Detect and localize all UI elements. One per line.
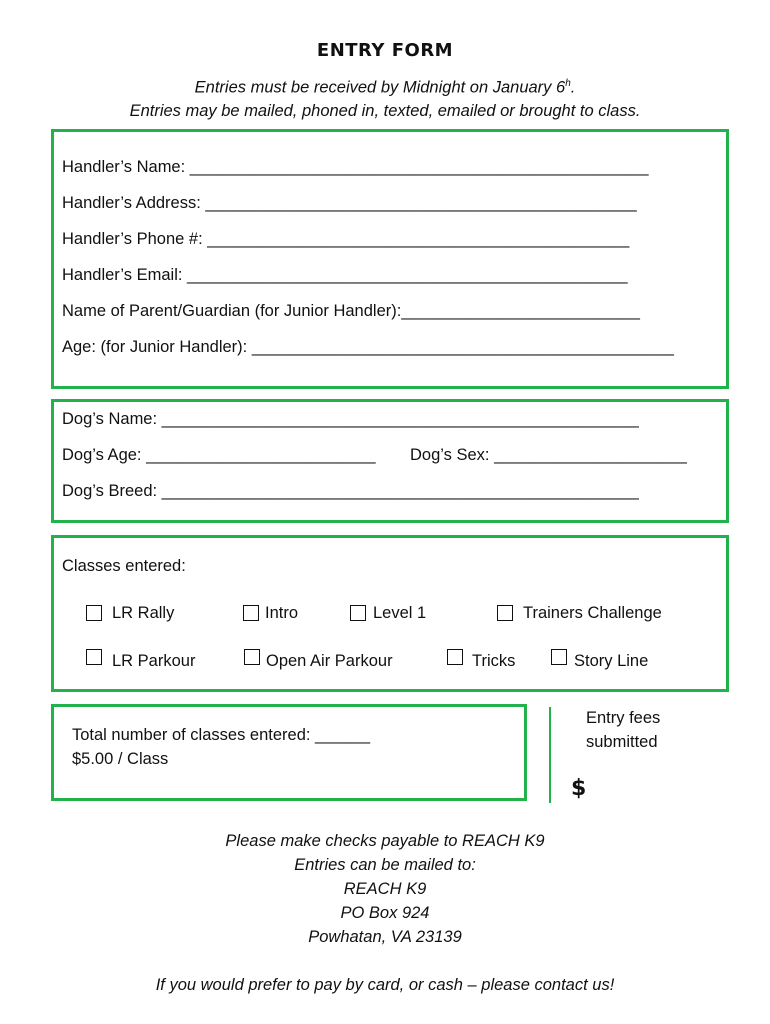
fees-dollar-sign: $ (571, 776, 587, 801)
price-per-class: $5.00 / Class (72, 750, 169, 768)
checkbox[interactable] (243, 605, 259, 621)
handler-name-field[interactable]: Handler’s Name: __________________________________________________ (62, 158, 649, 176)
handler-phone-field[interactable]: Handler’s Phone #: ______________________________________________ (62, 230, 630, 248)
class-label: Story Line (574, 652, 649, 670)
class-label: Trainers Challenge (523, 604, 662, 622)
deadline-superscript: h (565, 78, 571, 89)
dog-sex-field[interactable]: Dog’s Sex: _____________________ (410, 446, 687, 464)
checkbox[interactable] (350, 605, 366, 621)
class-label: Tricks (472, 652, 516, 670)
class-label: Level 1 (373, 604, 427, 622)
classes-heading: Classes entered: (62, 557, 186, 575)
submission-methods-text: Entries may be mailed, phoned in, texted, emailed or brought to class. (129, 102, 641, 120)
org-name: REACH K9 (343, 880, 427, 898)
dog-breed-field[interactable]: Dog’s Breed: ____________________________________________________ (62, 482, 639, 500)
city-state-zip: Powhatan, VA 23139 (308, 928, 462, 946)
handler-address-field[interactable]: Handler’s Address: _______________________________________________ (62, 194, 637, 212)
deadline-text (0, 78, 770, 98)
junior-age-field[interactable]: Age: (for Junior Handler): ______________________________________________ (62, 338, 674, 356)
class-label: Intro (265, 604, 299, 622)
po-box: PO Box 924 (340, 904, 430, 922)
class-label: LR Rally (112, 604, 175, 622)
deadline-period: . (570, 78, 576, 97)
checkbox[interactable] (447, 649, 463, 665)
form-title: ENTRY FORM (316, 40, 454, 61)
checkbox[interactable] (86, 649, 102, 665)
checks-payable-text: Please make checks payable to REACH K9 (225, 832, 545, 850)
entry-fees-label (586, 706, 660, 754)
class-label: LR Parkour (112, 652, 196, 670)
deadline-main: Entries must be received by Midnight on January 6 (194, 78, 566, 97)
contact-note: If you would prefer to pay by card, or cash – please contact us! (155, 976, 615, 994)
guardian-name-field[interactable]: Name of Parent/Guardian (for Junior Handler):__________________________ (62, 302, 640, 320)
dog-name-field[interactable]: Dog’s Name: ____________________________________________________ (62, 410, 639, 428)
checkbox[interactable] (497, 605, 513, 621)
checkbox[interactable] (244, 649, 260, 665)
checkbox[interactable] (551, 649, 567, 665)
mail-to-text: Entries can be mailed to: (294, 856, 476, 874)
fees-divider (549, 707, 551, 803)
entry-fees-line1: Entry fees (586, 709, 661, 727)
handler-email-field[interactable]: Handler’s Email: ________________________________________________ (62, 266, 628, 284)
dog-age-field[interactable]: Dog’s Age: _________________________ (62, 446, 376, 464)
checkbox[interactable] (86, 605, 102, 621)
entry-fees-line2: submitted (586, 733, 658, 751)
class-label: Open Air Parkour (266, 652, 393, 670)
total-classes-field[interactable]: Total number of classes entered: ______ (72, 726, 371, 744)
